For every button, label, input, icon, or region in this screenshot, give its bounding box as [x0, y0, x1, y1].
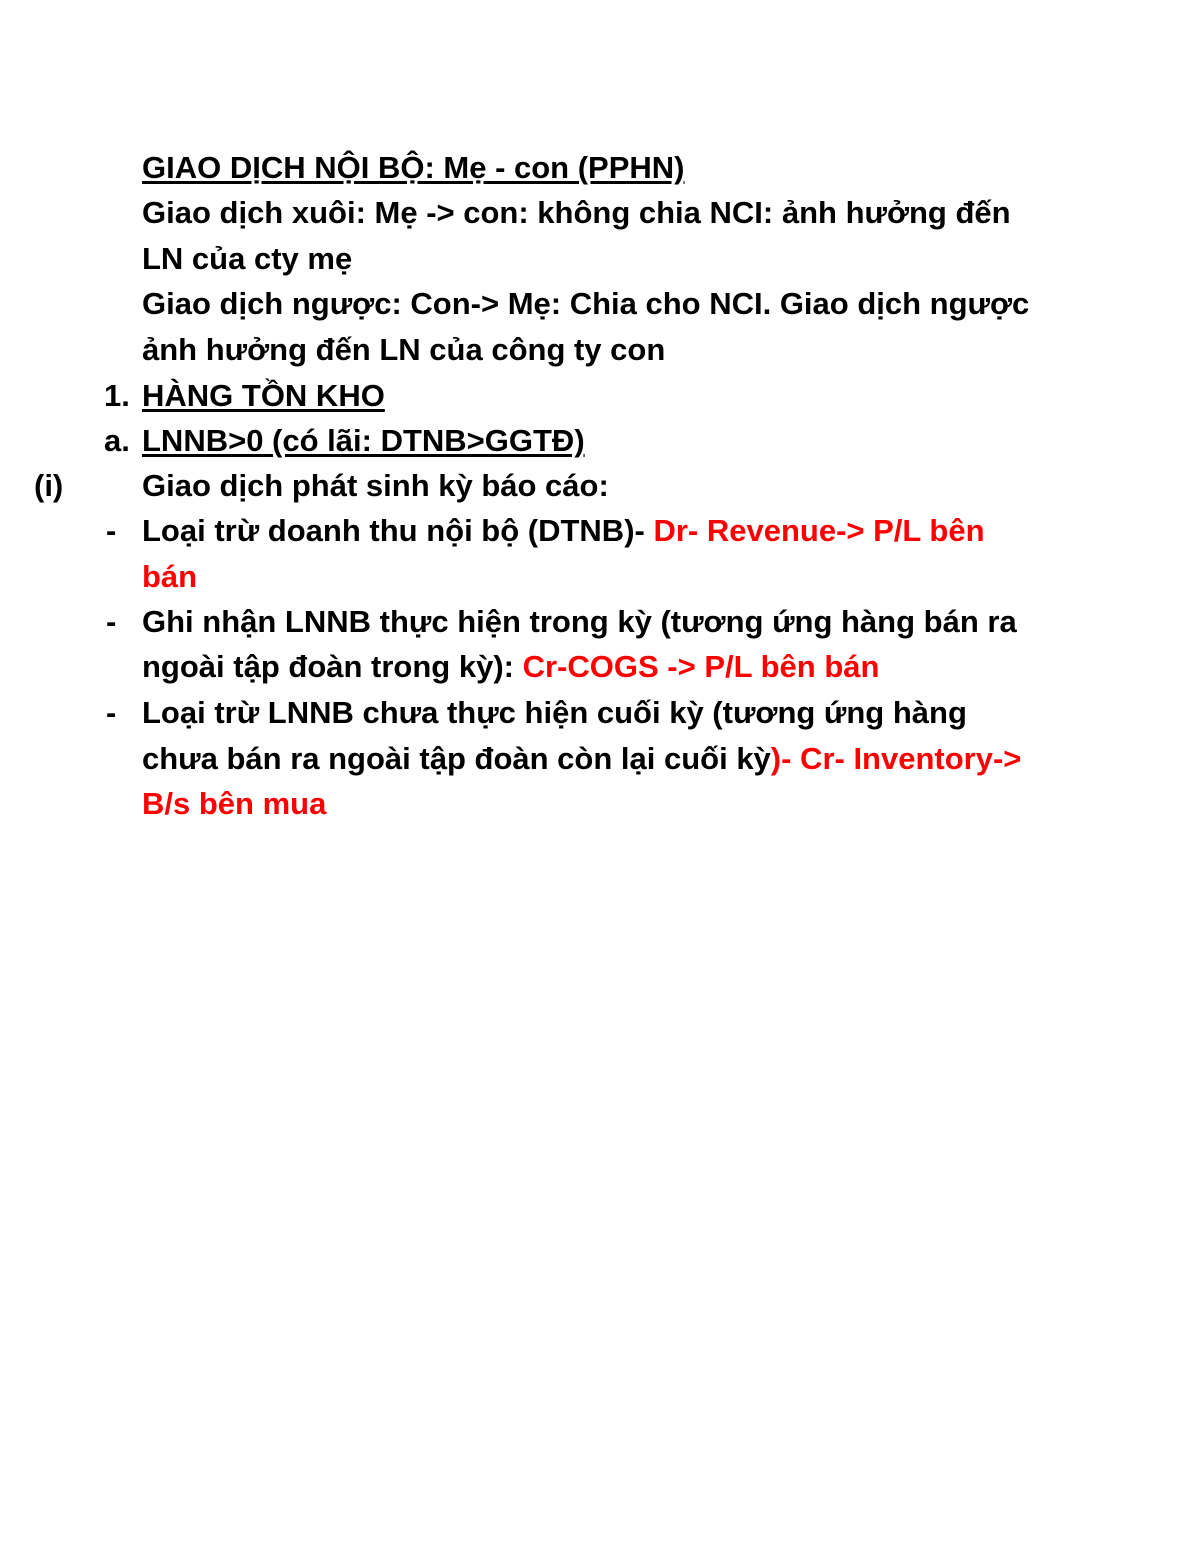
section-heading: HÀNG TỒN KHO	[142, 378, 385, 413]
item-text: Giao dịch phát sinh kỳ báo cáo:	[142, 468, 609, 503]
bullet-3-text: chưa bán ra ngoài tập đoàn còn lại cuối kỳ	[142, 741, 771, 776]
bullet-marker: -	[106, 604, 117, 639]
intro-line-1: Giao dịch xuôi: Mẹ -> con: không chia NCI: ảnh hưởng đến	[142, 195, 1011, 230]
item-marker: (i)	[34, 468, 64, 503]
bullet-2-text: ngoài tập đoàn trong kỳ):	[142, 649, 523, 684]
bullet-marker: -	[106, 695, 117, 730]
bullet-2-entry: Cr-COGS -> P/L bên bán	[522, 649, 880, 684]
bullet-3-line-3: B/s bên mua	[142, 786, 327, 821]
bullet-3-line-2	[142, 740, 1021, 778]
bullet-3-entry: )- Cr- Inventory->	[770, 741, 1022, 776]
bullet-3-line-1: Loại trừ LNNB chưa thực hiện cuối kỳ (tương ứng hàng	[142, 695, 967, 730]
bullet-2-line-2	[142, 648, 879, 686]
intro-line-2: LN của cty mẹ	[142, 241, 353, 276]
intro-line-4: ảnh hưởng đến LN của công ty con	[142, 332, 666, 367]
bullet-marker: -	[106, 513, 117, 548]
subsection-letter: a.	[104, 423, 130, 458]
bullet-2-line-1: Ghi nhận LNNB thực hiện trong kỳ (tương ứng hàng bán ra	[142, 604, 1017, 639]
bullet-1-text: Loại trừ doanh thu nội bộ (DTNB)-	[142, 513, 654, 548]
subsection-heading: LNNB>0 (có lãi: DTNB>GGTĐ)	[142, 423, 585, 458]
bullet-1-entry: Dr- Revenue-> P/L bên	[653, 513, 985, 548]
section-number: 1.	[104, 378, 130, 413]
doc-title: GIAO DỊCH NỘI BỘ: Mẹ - con (PPHN)	[142, 150, 685, 185]
bullet-1-line-1	[142, 512, 985, 550]
intro-line-3: Giao dịch ngược: Con-> Mẹ: Chia cho NCI. Giao dịch ngược	[142, 286, 1030, 321]
bullet-1-line-2: bán	[142, 559, 198, 594]
